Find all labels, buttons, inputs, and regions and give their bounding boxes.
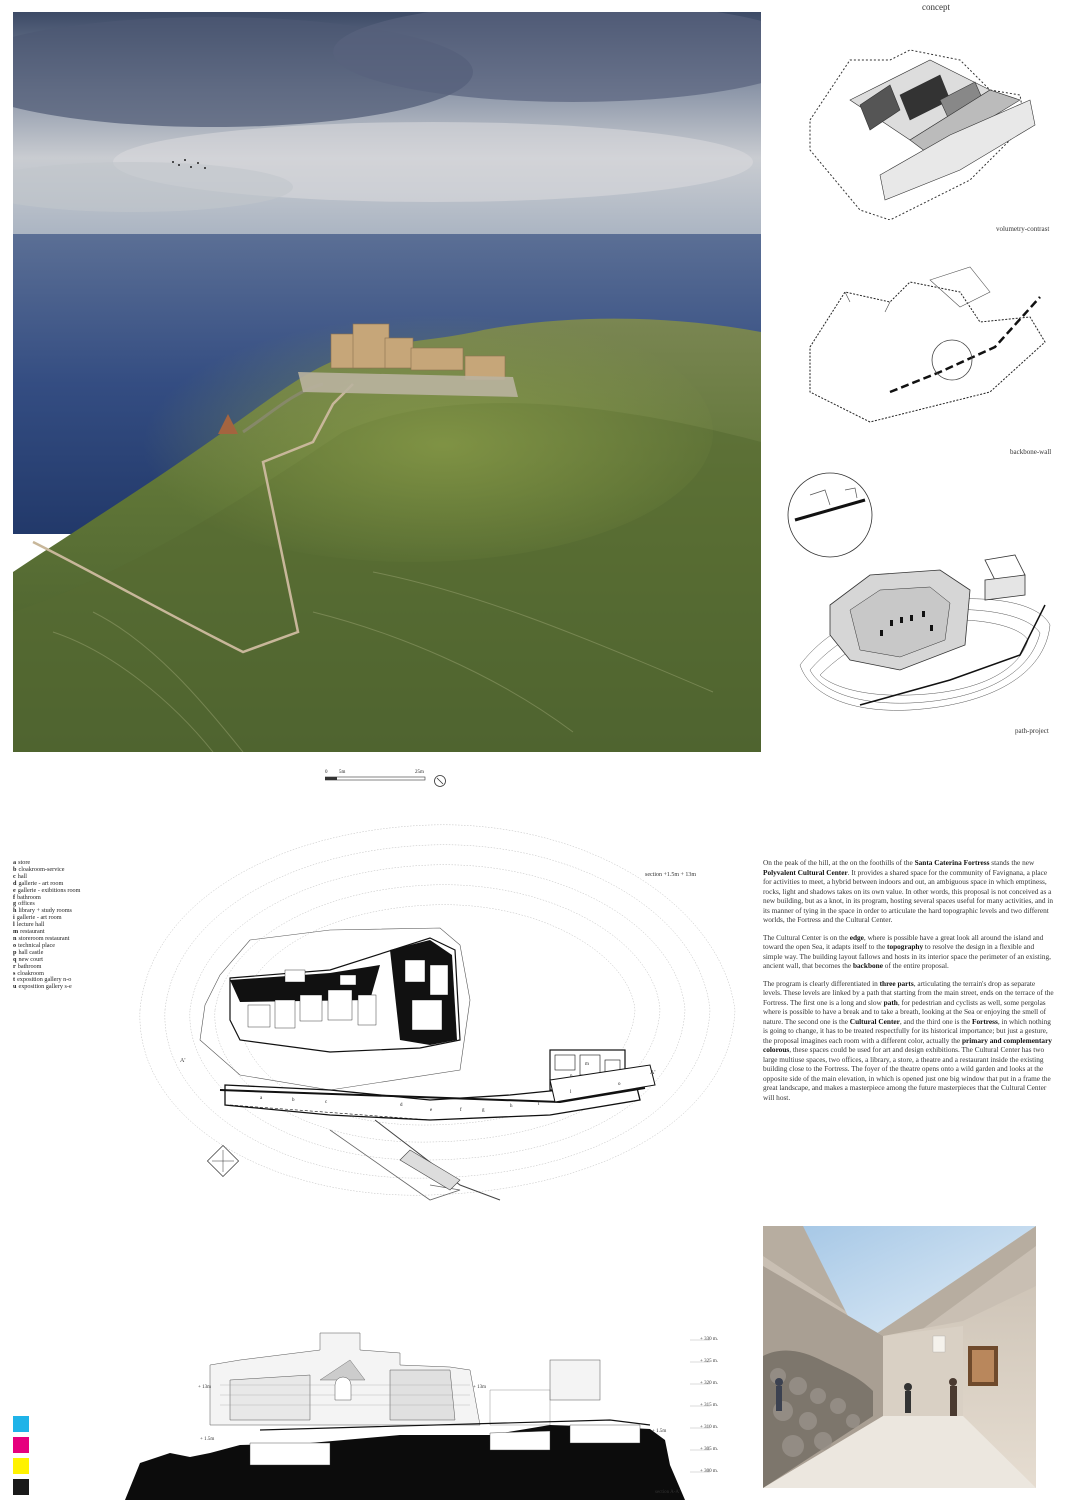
legend-key: b: [13, 865, 17, 873]
height-mark-left: + 13m: [198, 1385, 211, 1390]
text-run: , and the third one is the: [899, 1016, 973, 1026]
text-run: . It provides a shared space for the community of Favignana, a place for activities to meet, a hybrid between indoors and out, an ambiguous space in which emptiness, rocks, light and shadows takes on its own value. In other words, this proposal is not conceived as a new building, but as a knot, in its program, hosting several spaces useful for many activities, and in its manner of tying in the space in order to articulate the hard topographic levels and two different worlds, the Fortress and the Cultural Center.: [763, 867, 1053, 924]
text-run: The Cultural Center is on the: [763, 932, 850, 942]
legend-label: library + study rooms: [18, 907, 72, 915]
legend-item: [13, 867, 123, 874]
level-320: + 320 m.: [700, 1381, 718, 1386]
caption-volumetry: volumetry-contrast: [996, 225, 1050, 233]
description-paragraph-2: [763, 933, 1055, 971]
legend-key: n: [13, 934, 17, 942]
legend-key: r: [13, 962, 16, 970]
text-run: , in which nothing is going to change, it has to be treated respectfully for its historical importance; but just a gesture, the proposal imagines each room with a different color, actually the: [763, 1016, 1051, 1045]
level-325: + 325 m.: [700, 1359, 718, 1364]
backbone-diagram: [790, 262, 1060, 442]
legend-key: q: [13, 955, 17, 963]
legend-key: c: [13, 872, 16, 880]
legend-key: d: [13, 879, 17, 887]
legend-label: offices: [18, 900, 35, 908]
concept-title: concept: [922, 2, 950, 12]
legend-key: u: [13, 983, 17, 991]
section-mark-right: A': [650, 1070, 656, 1076]
highlighted-text: topography: [887, 942, 924, 951]
highlighted-text: Cultural Center: [849, 1016, 900, 1026]
level-300: + 300 m.: [700, 1469, 718, 1474]
text-run: , for pedestrian and cyclists as well, some pergolas where is possible to have a break and to take a breath, looking at the Sea or enjoying the smell of nature. The second one is the: [763, 997, 1047, 1026]
caption-path-project: path-project: [1015, 727, 1049, 735]
room-letter-h: h: [510, 1104, 513, 1109]
height-mark-right: + 13m: [473, 1385, 486, 1390]
highlighted-text: backbone: [852, 961, 883, 970]
swatch-black: [13, 1479, 29, 1495]
legend-key: l: [13, 921, 15, 929]
legend-key: h: [13, 907, 17, 915]
text-run: of the entire proposal.: [882, 961, 949, 970]
pyramid-icon: [207, 1145, 238, 1176]
level-310: + 310 m.: [700, 1425, 718, 1430]
legend-label: exposition gallery s-e: [18, 983, 72, 991]
level-330: + 330 m.: [700, 1337, 718, 1342]
highlighted-text: primary and complementary colorous: [763, 1035, 1052, 1054]
legend-label: hall: [17, 872, 28, 880]
room-letter-e: e: [430, 1108, 433, 1113]
section-mark-left: A': [180, 1058, 186, 1064]
legend-label: cloakroom: [17, 969, 44, 977]
legend-label: cloakroom-service: [18, 865, 65, 873]
section-note: section +1.5m + 13m: [645, 872, 697, 878]
description-paragraph-3: [763, 979, 1055, 1103]
legend-key: t: [13, 976, 16, 984]
text-run: to resolve the design in a flexible and simple way. The building layout fallows and hosts in its interior space the perimeter of an existing, ancient wall, that becomes the: [763, 942, 1051, 970]
legend-label: gallerie - exibitions room: [17, 886, 81, 894]
room-letter-n: n: [570, 1074, 573, 1079]
legend-label: technical place: [18, 941, 56, 949]
room-letter-c: c: [325, 1100, 328, 1105]
legend-key: p: [13, 948, 17, 956]
highlighted-text: path: [883, 997, 898, 1007]
room-letter-b: b: [292, 1098, 295, 1103]
swatch-cyan: [13, 1416, 29, 1432]
text-run: The program is clearly differentiated in: [763, 978, 880, 988]
room-letter-o: o: [618, 1082, 621, 1087]
room-letter-i: i: [538, 1102, 540, 1107]
project-description: [763, 858, 1055, 1110]
height-mark-low-right: + 1.5m: [652, 1429, 667, 1434]
plan-legend: [13, 860, 123, 991]
swatch-yellow: [13, 1458, 29, 1474]
legend-label: hall castle: [18, 948, 44, 956]
legend-label: storeroom restaurant: [18, 934, 70, 942]
swatch-magenta: [13, 1437, 29, 1453]
legend-key: f: [13, 893, 16, 901]
text-run: , these spaces could be used for art and design exhibitions. The Cultural Center has two large multiuse spaces, two offices, a library, a store, a theatre and a restaurant inside the existing building close to the Fortress. The foyer of the theatre opens onto a wild garden and looks at the opposite side of the main elevation, in which is opened just one big window that put in a frame the great landscape, and makes a masterpiece among the future masterpieces that the Cultural Center will host.: [763, 1045, 1051, 1102]
legend-key: a: [13, 859, 17, 866]
level-315: + 315 m.: [700, 1403, 718, 1408]
level-305: + 305 m.: [700, 1447, 718, 1452]
interior-render: [763, 1226, 1036, 1488]
legend-label: new court: [18, 955, 44, 963]
caption-backbone: backbone-wall: [1010, 448, 1052, 456]
hero-aerial-photo: [13, 12, 761, 752]
height-mark-low-left: + 1.5m: [200, 1437, 215, 1442]
legend-key: g: [13, 900, 17, 908]
text-run: On the peak of the hill, at the on the foothills of the: [763, 858, 915, 867]
volumetry-diagram: [790, 20, 1060, 220]
legend-key: o: [13, 941, 17, 949]
section-label: section A-A': [655, 1490, 680, 1495]
room-letter-d: d: [400, 1103, 403, 1108]
highlighted-text: Polyvalent Cultural Center: [763, 867, 848, 877]
room-letter-l: l: [570, 1090, 572, 1095]
room-letter-m: m: [585, 1062, 589, 1067]
path-project-diagram: [790, 545, 1060, 735]
text-run: stands the new: [989, 858, 1035, 867]
legend-key: s: [13, 969, 16, 977]
legend-label: restaurant: [20, 928, 45, 936]
legend-key: e: [13, 886, 16, 894]
legend-label: lecture hall: [16, 921, 45, 929]
room-letter-g: g: [482, 1108, 485, 1113]
north-arrow-icon: [433, 774, 447, 788]
room-letter-f: f: [460, 1108, 462, 1113]
highlighted-text: Fortress: [972, 1016, 998, 1026]
description-paragraph-1: [763, 858, 1055, 925]
highlighted-text: Santa Caterina Fortress: [914, 858, 990, 867]
legend-item: [13, 984, 123, 991]
room-letter-a: a: [260, 1096, 263, 1101]
legend-label: gallerie - art room: [16, 914, 62, 922]
legend-label: bathroom: [17, 962, 42, 970]
scale-bar: 0 5m 25m: [325, 770, 455, 790]
legend-label: exposition gallery n-o: [17, 976, 72, 984]
text-run: , articulating the terrain's drop as separate levels. These levels are linked by a path that starting from the main street, ends on the terrace of the Fortress. The first one is a long and slow: [763, 978, 1054, 1007]
text-run: , where is possible have a great look all around the island and toward the open Sea, it adapts itself to the: [763, 932, 1044, 951]
section-elevation-drawing: [110, 1325, 720, 1500]
legend-key: m: [13, 928, 19, 936]
site-plan: [130, 790, 750, 1210]
legend-key: i: [13, 914, 15, 922]
legend-label: gallerie - art room: [18, 879, 64, 887]
legend-label: store: [18, 859, 31, 866]
legend-label: bathroom: [17, 893, 41, 901]
highlighted-text: three parts: [879, 978, 914, 988]
highlighted-text: edge: [849, 932, 864, 942]
